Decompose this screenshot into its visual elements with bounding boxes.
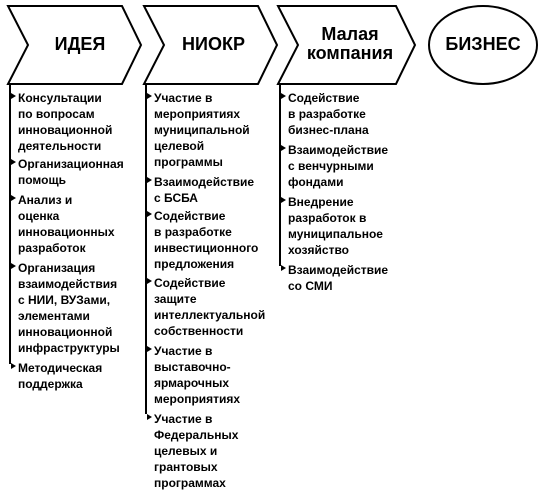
bullet-arrow-icon [11, 263, 16, 269]
stage-label-niokr: НИОКР [182, 34, 245, 54]
bullet-arrow-icon [281, 265, 286, 271]
service-item [6, 360, 140, 392]
service-item-text: Организационная помощь [18, 157, 124, 187]
column-small-company-services [276, 90, 416, 294]
service-item-text: Взаимодействие со СМИ [288, 263, 389, 293]
service-item [6, 90, 140, 154]
bullet-arrow-icon [281, 93, 286, 99]
service-item-text: Взаимодействие с венчурными фондами [288, 143, 389, 189]
service-item [276, 142, 416, 190]
service-item [142, 411, 276, 491]
service-item [6, 192, 140, 256]
bullet-arrow-icon [147, 278, 152, 284]
bullet-arrow-icon [11, 159, 16, 165]
service-item [276, 194, 416, 258]
bullet-arrow-icon [281, 145, 286, 151]
stage-label-small-company: Малая компания [306, 24, 394, 63]
service-item [142, 174, 276, 206]
service-item [276, 90, 416, 138]
service-item-text: Участие в мероприятиях муниципальной целевой программы [154, 91, 250, 169]
service-item [142, 208, 276, 272]
service-item-text: Внедрение разработок в муниципальное хозяйство [288, 195, 383, 257]
bullet-arrow-icon [147, 211, 152, 217]
service-item-text: Анализ и оценка инновационных разработок [18, 193, 115, 255]
service-item [6, 156, 140, 188]
service-item-text: Участие в выставочно- ярмарочных мероприятиях [154, 344, 241, 406]
bullet-arrow-icon [147, 414, 152, 420]
service-item-text: Содействие в разработке инвестиционного предложения [154, 209, 259, 271]
bullet-arrow-icon [11, 195, 16, 201]
bullet-arrow-icon [147, 177, 152, 183]
service-item-text: Взаимодействие с БСБА [154, 175, 255, 205]
column-niokr-services [142, 90, 276, 491]
service-item [6, 260, 140, 356]
bullet-arrow-icon [11, 93, 16, 99]
stage-label-business: БИЗНЕС [445, 34, 521, 54]
service-item-text: Методическая поддержка [18, 361, 103, 391]
column-idea-services [6, 90, 140, 392]
service-item [142, 90, 276, 170]
service-item [142, 275, 276, 339]
bullet-arrow-icon [147, 93, 152, 99]
service-item [142, 343, 276, 407]
bullet-arrow-icon [281, 197, 286, 203]
bullet-arrow-icon [11, 363, 16, 369]
service-item-text: Организация взаимодействия с НИИ, ВУЗами, элементами инновационной инфраструктуры [18, 261, 120, 355]
service-item-text: Содействие в разработке бизнес-плана [288, 91, 369, 137]
bullet-arrow-icon [147, 346, 152, 352]
service-item [276, 262, 416, 294]
stage-label-idea: ИДЕЯ [54, 34, 106, 54]
service-item-text: Содействие защите интеллектуальной собственности [154, 276, 266, 338]
service-item-text: Консультации по вопросам инновационной деятельности [18, 91, 113, 153]
service-item-text: Участие в Федеральных целевых и грантовых программах [154, 412, 239, 490]
